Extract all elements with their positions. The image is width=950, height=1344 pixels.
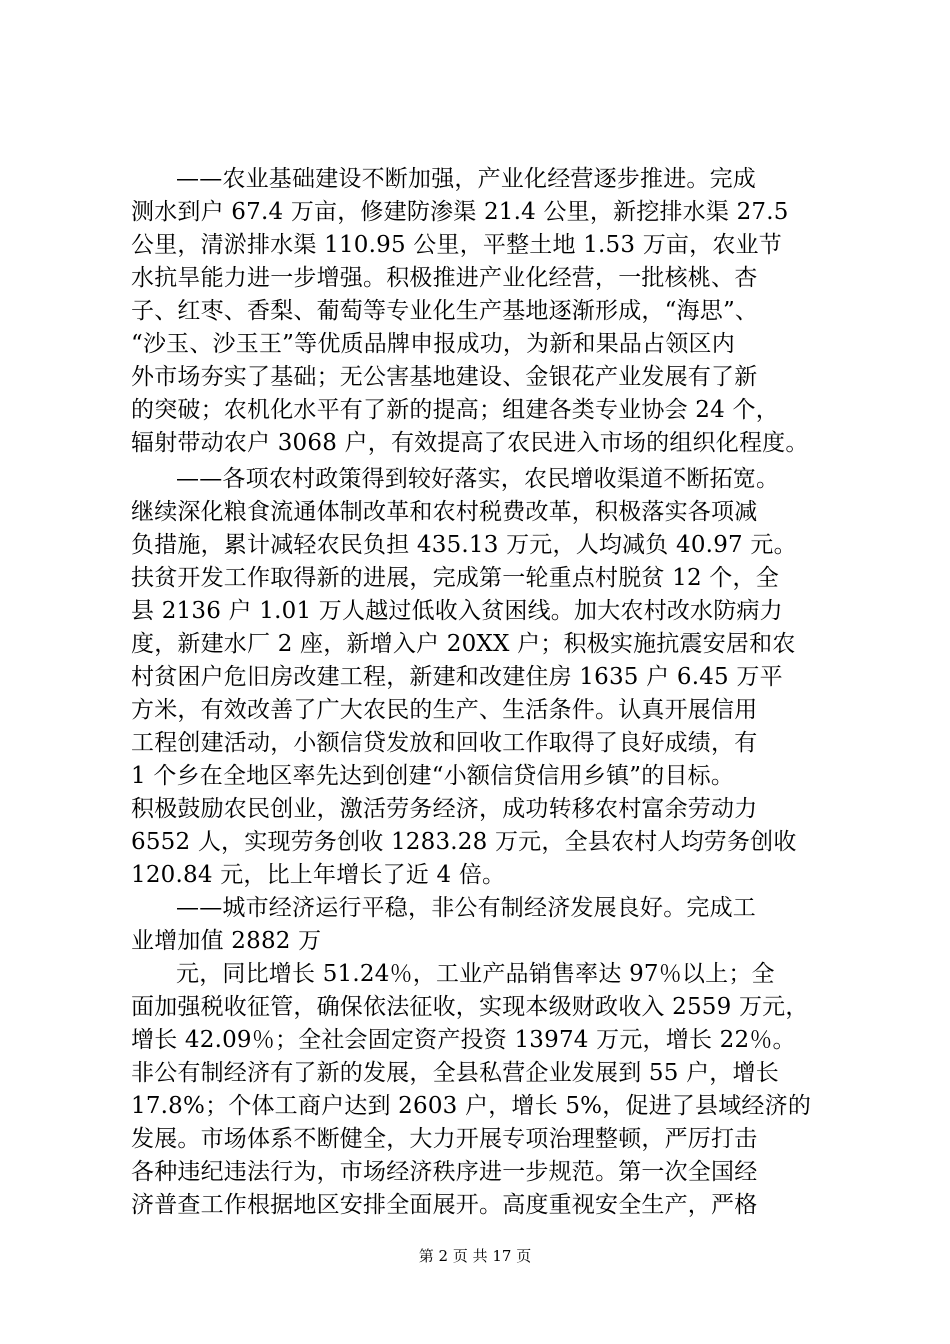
paragraph-line: 发展。市场体系不断健全，大力开展专项治理整顿，严厉打击	[131, 1126, 758, 1152]
paragraph-line: ——农业基础建设不断加强，产业化经营逐步推进。完成	[176, 166, 756, 192]
paragraph-line: 6552 人，实现劳务创收 1283.28 万元，全县农村人均劳务创收	[131, 829, 797, 855]
paragraph-line: 的突破；农机化水平有了新的提高；组建各类专业协会 24 个，	[131, 397, 779, 423]
paragraph-line: 继续深化粮食流通体制改革和农村税费改革，积极落实各项减	[131, 499, 758, 525]
paragraph-line: 负措施，累计减轻农民负担 435.13 万元，人均减负 40.97 元。	[131, 532, 797, 558]
paragraph-line: 方米，有效改善了广大农民的生产、生活条件。认真开展信用	[131, 697, 758, 723]
paragraph-line: 公里，清淤排水渠 110.95 公里，平整土地 1.53 万亩，农业节	[131, 232, 782, 258]
paragraph-line: 业增加值 2882 万	[131, 928, 322, 954]
paragraph-line: 水抗旱能力进一步增强。积极推进产业化经营，一批核桃、杏	[131, 265, 758, 291]
paragraph-line: 济普查工作根据地区安排全面展开。高度重视安全生产，严格	[131, 1192, 758, 1218]
paragraph-line: 增长 42.09％；全社会固定资产投资 13974 万元，增长 22％。	[131, 1027, 796, 1053]
paragraph-line: “沙玉、沙玉王”等优质品牌申报成功，为新和果品占领区内	[131, 331, 735, 357]
paragraph-line: 1 个乡在全地区率先达到创建“小额信贷信用乡镇”的目标。	[131, 763, 735, 789]
paragraph-line: ——各项农村政策得到较好落实，农民增收渠道不断拓宽。	[176, 466, 780, 492]
page-number-footer: 第 2 页 共 17 页	[418, 1247, 532, 1265]
paragraph-line: 测水到户 67.4 万亩，修建防渗渠 21.4 公里，新挖排水渠 27.5	[131, 199, 789, 225]
paragraph-line: 各种违纪违法行为，市场经济秩序进一步规范。第一次全国经	[131, 1159, 758, 1185]
paragraph-line: 工程创建活动，小额信贷发放和回收工作取得了良好成绩，有	[131, 730, 758, 756]
paragraph-line: 元，同比增长 51.24％，工业产品销售率达 97％以上；全	[176, 961, 775, 987]
paragraph-line: 120.84 元，比上年增长了近 4 倍。	[131, 862, 506, 888]
paragraph-line: 非公有制经济有了新的发展，全县私营企业发展到 55 户，增长	[131, 1060, 779, 1086]
paragraph-line: 县 2136 户 1.01 万人越过低收入贫困线。加大农村改水防病力	[131, 598, 783, 624]
paragraph-line: 面加强税收征管，确保依法征收，实现本级财政收入 2559 万元，	[131, 994, 809, 1020]
paragraph-line: 度，新建水厂 2 座，新增入户 20XX 户；积极实施抗震安居和农	[131, 631, 796, 657]
paragraph-line: 积极鼓励农民创业，激活劳务经济，成功转移农村富余劳动力	[131, 796, 758, 822]
paragraph-line: 扶贫开发工作取得新的进展，完成第一轮重点村脱贫 12 个，全	[131, 565, 779, 591]
paragraph-line: 村贫困户危旧房改建工程，新建和改建住房 1635 户 6.45 万平	[131, 664, 783, 690]
paragraph-line: 外市场夯实了基础；无公害基地建设、金银花产业发展有了新	[131, 364, 758, 390]
paragraph-line: 辐射带动农户 3068 户，有效提高了农民进入市场的组织化程度。	[131, 430, 809, 456]
paragraph-line: 17.8%；个体工商户达到 2603 户，增长 5%，促进了县域经济的	[131, 1093, 812, 1119]
paragraph-line: ——城市经济运行平稳，非公有制经济发展良好。完成工	[176, 895, 756, 921]
paragraph-line: 子、红枣、香梨、葡萄等专业化生产基地逐渐形成，“海思”、	[131, 298, 759, 324]
